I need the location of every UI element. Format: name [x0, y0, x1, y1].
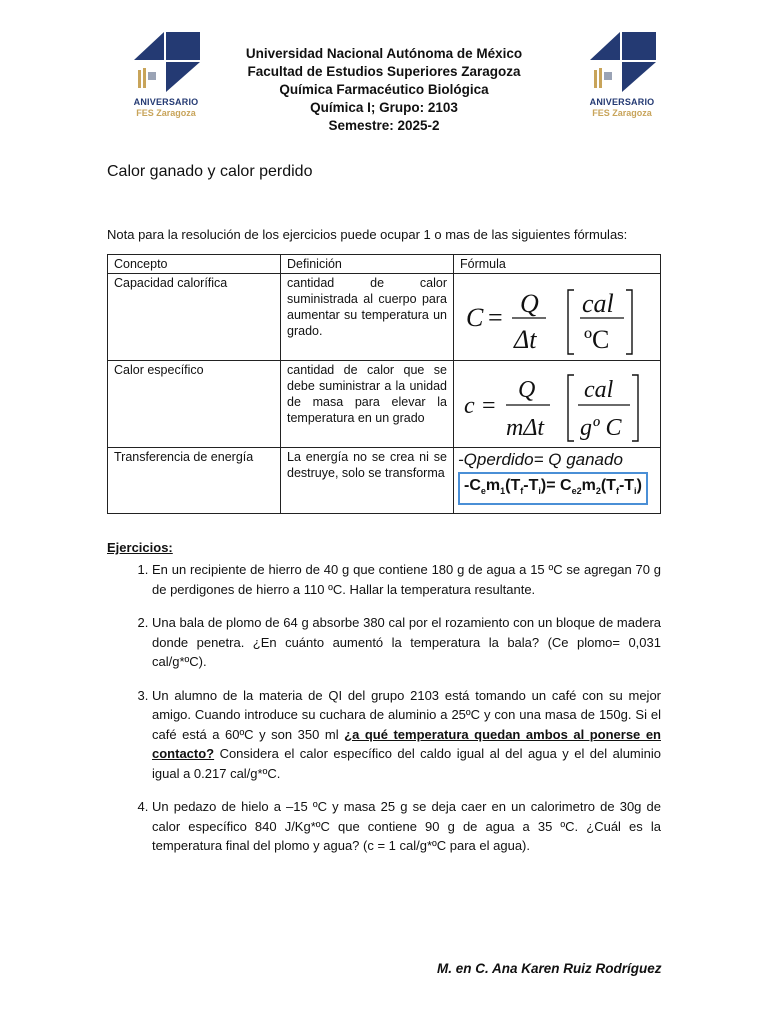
heat-capacity-formula	[454, 274, 654, 360]
table-header-formula: Fórmula	[454, 255, 661, 274]
header-career: Química Farmacéutico Biológica	[279, 82, 489, 97]
table-cell-definition: cantidad de calor que se debe suministrar a la unidad de masa para elevar la temperatura en un grado	[281, 361, 454, 448]
formulas-table	[107, 254, 661, 514]
header-faculty: Facultad de Estudios Superiores Zaragoza	[247, 64, 521, 79]
table-cell-formula	[454, 448, 661, 514]
exercises-list	[107, 560, 661, 870]
list-item: 4. Un pedazo de hielo a –15 ºC y masa 25 g se deja caer en un calorimetro de 30g de calor específico 840 J/Kg*ºC que contiene 90 g de agua a 35 ºC. ¿Cuál es la temperatura final del plomo y agua? (c = 1 cal/g*ºC para el agua).	[152, 797, 661, 856]
logo-right	[582, 30, 662, 120]
note-text: Nota para la resolución de los ejercicios puede ocupar 1 o mas de las siguientes fórmulas:	[107, 227, 628, 242]
exercise3-tail: Considera el calor específico del caldo igual al del agua y el del aluminio igual a 0.217 cal/g*ºC.	[152, 746, 661, 781]
formula2-lhs: c	[464, 393, 475, 419]
table-header-concept: Concepto	[108, 255, 281, 274]
fes-zaragoza-logo-icon	[582, 30, 662, 96]
formula1-den: Δt	[514, 325, 537, 354]
header-university: Universidad Nacional Autónoma de México	[245, 46, 523, 61]
exercises-title: Ejercicios:	[107, 540, 173, 555]
formula2-num: Q	[518, 377, 536, 403]
table-header-row	[108, 255, 661, 274]
table-header-definition: Definición	[281, 255, 454, 274]
list-item	[152, 686, 661, 784]
table-row	[108, 274, 661, 361]
table-cell-formula	[454, 361, 661, 448]
formula1-unit-num: cal	[582, 289, 614, 318]
exercise3-question: ¿a qué temperatura quedan ambos al ponerse en contacto?	[152, 726, 661, 761]
header-group: Química I; Grupo: 2103	[310, 100, 458, 115]
formula2-den: mΔt	[506, 415, 545, 441]
header-semester: Semestre: 2025-2	[328, 118, 440, 133]
table-row	[108, 361, 661, 448]
logo-text-fes: FES Zaragoza	[592, 108, 652, 118]
formula1-lhs: C	[466, 303, 484, 332]
table-cell-definition: La energía no se crea ni se destruye, solo se transforma	[281, 448, 454, 514]
formula2-unit-den: gº C	[580, 415, 622, 441]
formula2-unit-num: cal	[584, 377, 614, 403]
document-header	[190, 45, 578, 135]
calorimetry-formula: $-C_em_1(T_f-T_i)= C_{e2}m_2(T_f-T_i)$	[458, 472, 648, 505]
table-cell-concept: Calor específico	[108, 361, 281, 448]
logo-text-aniversario: ANIVERSARIO	[589, 97, 655, 107]
table-cell-concept: Transferencia de energía	[108, 448, 281, 514]
list-item: 1. En un recipiente de hierro de 40 g que contiene 180 g de agua a 15 ºC se agregan 70 g de perdigones de hierro a 110 ºC. Hallar la temperatura resultante.	[152, 560, 661, 599]
formula2-eq: =	[482, 393, 496, 419]
page-title: Calor ganado y calor perdido	[107, 163, 313, 180]
logo-text-aniversario: ANIVERSARIO	[133, 97, 199, 107]
logo-text-fes: FES Zaragoza	[136, 108, 196, 118]
table-cell-definition: cantidad de calor suministrada al cuerpo para aumentar su temperatura un grado.	[281, 274, 454, 361]
table-cell-formula	[454, 274, 661, 361]
list-item: 2. Una bala de plomo de 64 g absorbe 380 cal por el rozamiento con un bloque de madera donde penetra. ¿En cuánto aumentó la temperatura la bala? (Ce plomo= 0,031 cal/g*ºC).	[152, 613, 661, 672]
exercise3-body: Un alumno de la materia de QI del grupo 2103 está tomando un café con su mejor amigo. Cuando introduce su cuchara de aluminio a 25ºC y con una masa de 150g. Si el café está a 60ºC y son 350 ml	[152, 687, 661, 742]
formula1-eq: =	[488, 303, 503, 332]
heat-balance-formula: -Qperdido= Q ganado	[458, 450, 623, 469]
table-cell-concept: Capacidad calorífica	[108, 274, 281, 361]
formula1-num: Q	[520, 289, 539, 318]
signature: M. en C. Ana Karen Ruiz Rodríguez	[437, 961, 662, 976]
table-row	[108, 448, 661, 514]
specific-heat-formula	[454, 361, 654, 447]
formula1-unit-den: ºC	[584, 325, 610, 354]
